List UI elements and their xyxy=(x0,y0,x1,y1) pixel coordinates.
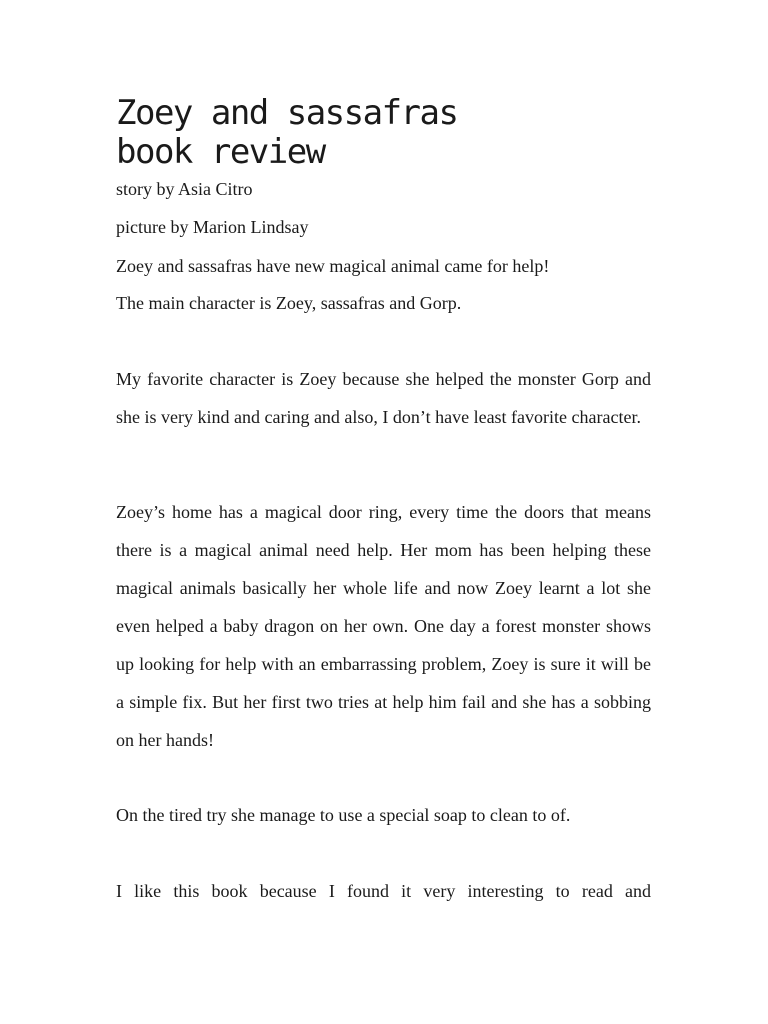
title-line-2: book review xyxy=(116,132,325,172)
summary-line: Zoey and sassafras have new magical animal came for help! xyxy=(116,256,550,276)
plot-paragraph: Zoey’s home has a magical door ring, every time the doors that means there is a magical animal need help. Her mom has been helping these magical animals basically her whole life and now Zoey learnt a lot she even helped a baby dragon on her own. One day a forest monster shows up looking for help with an embarrassing problem, Zoey is sure it will be a simple fix. But her first two tries at help him fail and she has a sobbing on her hands! xyxy=(116,502,651,750)
opinion-line: I like this book because I found it very interesting to read and xyxy=(116,881,651,901)
characters-line: The main character is Zoey, sassafras and Gorp. xyxy=(116,293,462,313)
illustrator-credit: picture by Marion Lindsay xyxy=(116,217,309,237)
page-title xyxy=(116,94,457,172)
title-line-1: Zoey and sassafras xyxy=(116,93,458,133)
plot-ending-line: On the tired try she manage to use a special soap to clean to of. xyxy=(116,805,571,825)
favorite-character-paragraph: My favorite character is Zoey because she helped the monster Gorp and she is very kind and caring and also, I don’t have least favorite character. xyxy=(116,369,651,427)
author-credit: story by Asia Citro xyxy=(116,179,253,199)
